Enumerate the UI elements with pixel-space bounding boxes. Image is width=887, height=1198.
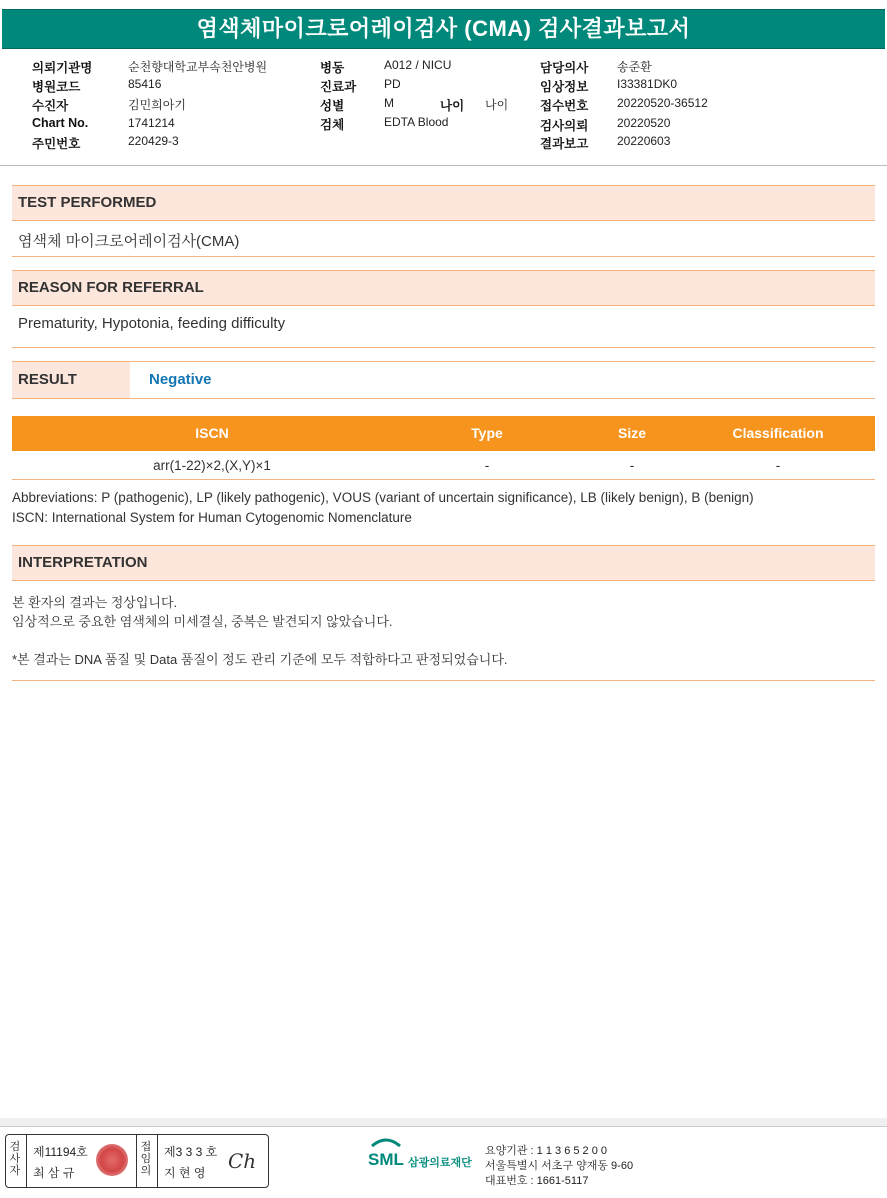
label-institution: 의뢰기관명	[32, 61, 93, 75]
result-row	[12, 361, 875, 399]
value-physician: 송준환	[617, 60, 652, 74]
result-table-header	[12, 416, 875, 451]
section-reason	[12, 270, 875, 306]
test-performed-body	[12, 220, 875, 257]
receiver-name: 지 현 영	[164, 1166, 206, 1180]
cell-size: -	[629, 458, 635, 473]
seal-stamp	[96, 1144, 128, 1176]
label-patient: 수진자	[32, 99, 69, 113]
value-hospital-code: 85416	[128, 77, 162, 91]
label-report-date: 결과보고	[540, 137, 589, 151]
label-resident-no: 주민번호	[32, 137, 81, 151]
col-iscn: ISCN	[195, 425, 229, 441]
interpretation-line-1: 본 환자의 결과는 정상입니다.	[12, 595, 178, 610]
patient-info	[0, 52, 887, 166]
value-clinical-info: I33381DK0	[617, 77, 678, 91]
col-size: Size	[617, 425, 646, 441]
examiner-name: 최 삼 규	[33, 1166, 75, 1180]
result-label-cell	[12, 362, 130, 398]
reason-value: Prematurity, Hypotonia, feeding difficulty	[18, 315, 286, 332]
value-chart-no: 1741214	[128, 116, 175, 130]
interpretation-heading: INTERPRETATION	[18, 554, 148, 571]
label-sex: 성별	[320, 99, 345, 113]
value-patient: 김민희아기	[128, 98, 186, 112]
col-classification: Classification	[732, 425, 824, 441]
label-age: 나이	[440, 99, 465, 113]
org-code: 요양기관 : 1 1 3 6 5 2 0 0	[485, 1145, 608, 1157]
reason-heading: REASON FOR REFERRAL	[18, 279, 204, 296]
signature: Ch	[228, 1149, 257, 1173]
label-hospital-code: 병원코드	[32, 80, 81, 94]
value-department: PD	[384, 77, 401, 91]
value-resident-no: 220429-3	[128, 134, 179, 148]
receiver-license: 제3 3 3 호	[164, 1145, 218, 1159]
label-physician: 담당의사	[540, 61, 589, 75]
examiner-license: 제11194호	[33, 1145, 88, 1159]
report-header	[0, 0, 887, 56]
cell-classification: -	[775, 458, 781, 473]
footer	[0, 1118, 887, 1198]
logo-text: SML	[368, 1150, 404, 1169]
value-ward: A012 / NICU	[384, 58, 452, 72]
cell-iscn: arr(1-22)×2,(X,Y)×1	[153, 458, 271, 473]
report-title: 염색체마이크로어레이검사 (CMA) 검사결과보고서	[196, 16, 691, 41]
result-value: Negative	[149, 371, 212, 388]
label-ward: 병동	[320, 61, 345, 75]
section-interpretation	[12, 545, 875, 581]
value-request-date: 20220520	[617, 116, 671, 130]
org-address: 서울특별시 서초구 양재동 9-60	[485, 1160, 634, 1172]
label-department: 진료과	[320, 80, 357, 94]
section-test-performed	[12, 185, 875, 221]
col-type: Type	[471, 425, 503, 441]
iscn-definition: ISCN: International System for Human Cytogenomic Nomenclature	[12, 510, 412, 525]
examiner-vertical-label: 검 사 자	[9, 1141, 21, 1177]
org-name: 삼광의료재단	[408, 1157, 472, 1169]
table-row	[12, 451, 875, 480]
reason-body	[12, 305, 875, 348]
label-request-date: 검사의뢰	[540, 119, 589, 133]
label-receipt-no: 접수번호	[540, 99, 589, 113]
org-phone: 대표번호 : 1661-5117	[485, 1175, 589, 1187]
label-chart-no: Chart No.	[32, 116, 89, 130]
value-institution: 순천향대학교부속천안병원	[128, 60, 268, 74]
footer-divider	[0, 1118, 887, 1127]
test-performed-value: 염색체 마이크로어레이검사(CMA)	[18, 233, 240, 250]
signature-box	[5, 1134, 269, 1188]
value-specimen: EDTA Blood	[384, 115, 449, 129]
value-age: 나이	[485, 98, 509, 112]
value-receipt-no: 20220520-36512	[617, 96, 708, 110]
receiver-vertical-label: 접 임 의	[140, 1141, 152, 1177]
abbreviations-line: Abbreviations: P (pathogenic), LP (likely pathogenic), VOUS (variant of uncertain significance), LB (likely benign), B (benign)	[12, 490, 754, 505]
value-report-date: 20220603	[617, 134, 671, 148]
value-sex: M	[384, 96, 394, 110]
label-clinical-info: 임상정보	[540, 80, 589, 94]
interpretation-line-2: 임상적으로 중요한 염색체의 미세결실, 중복은 발견되지 않았습니다.	[12, 614, 393, 629]
label-specimen: 검체	[320, 118, 345, 132]
title-band	[2, 9, 885, 49]
test-performed-heading: TEST PERFORMED	[18, 194, 157, 211]
result-label: RESULT	[18, 371, 77, 388]
cell-type: -	[484, 458, 490, 473]
interpretation-note: *본 결과는 DNA 품질 및 Data 품질이 정도 관리 기준에 모두 적합하다고 판정되었습니다.	[12, 652, 508, 667]
interpretation-divider	[12, 680, 875, 681]
